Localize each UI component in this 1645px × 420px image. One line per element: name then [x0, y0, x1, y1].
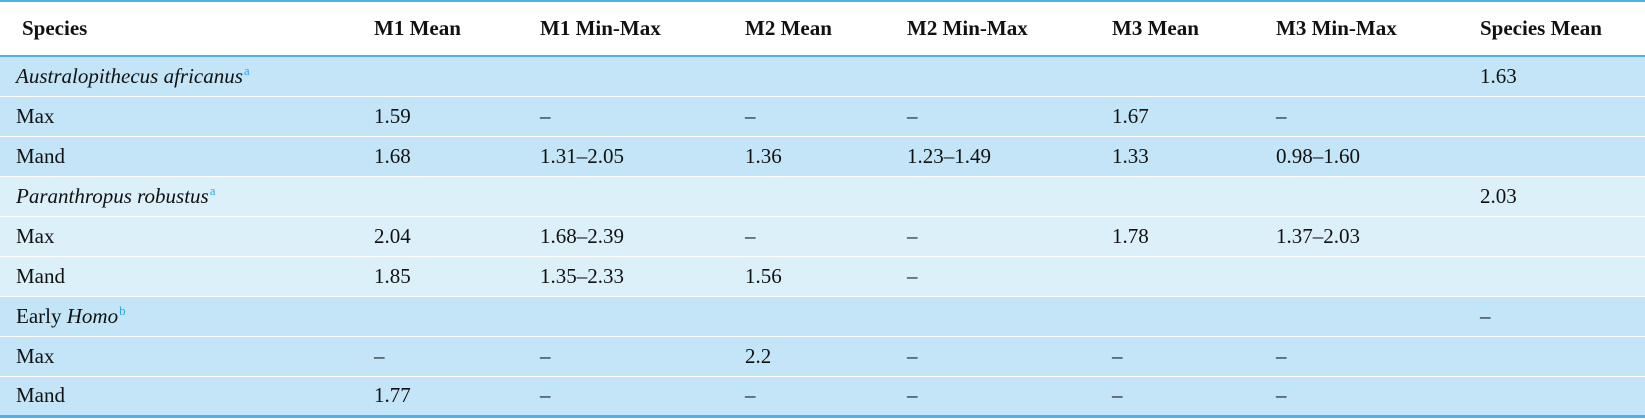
table-cell — [1462, 376, 1645, 416]
species-row — [0, 176, 1645, 216]
species-name-cell — [0, 296, 356, 336]
table-cell: 1.23–1.49 — [889, 136, 1094, 176]
table-cell: – — [889, 96, 1094, 136]
table-cell: 2.04 — [356, 216, 522, 256]
table-cell: – — [1258, 96, 1462, 136]
column-header-species-mean: Species Mean — [1462, 1, 1645, 56]
table-row — [0, 136, 1645, 176]
species-mean-cell: – — [1462, 296, 1645, 336]
table-cell — [1462, 136, 1645, 176]
column-header-m3-mean: M3 Mean — [1094, 1, 1258, 56]
table-cell: – — [727, 376, 889, 416]
species-mean-cell: 1.63 — [1462, 56, 1645, 96]
table-cell: 1.59 — [356, 96, 522, 136]
table-row — [0, 336, 1645, 376]
table-cell: 1.33 — [1094, 136, 1258, 176]
table-cell — [1462, 216, 1645, 256]
table-cell: – — [522, 96, 727, 136]
table-cell: 1.35–2.33 — [522, 256, 727, 296]
table-cell — [1258, 256, 1462, 296]
table-cell: – — [1094, 336, 1258, 376]
table-cell — [1462, 256, 1645, 296]
table-cell: 1.37–2.03 — [1258, 216, 1462, 256]
table-cell: 0.98–1.60 — [1258, 136, 1462, 176]
table-cell: – — [727, 96, 889, 136]
species-row — [0, 56, 1645, 96]
table-row — [0, 256, 1645, 296]
table-cell: 2.2 — [727, 336, 889, 376]
table-cell: – — [727, 216, 889, 256]
column-header-m2-mean: M2 Mean — [727, 1, 889, 56]
table-cell: – — [1258, 336, 1462, 376]
table-cell: 1.85 — [356, 256, 522, 296]
table-cell: 1.36 — [727, 136, 889, 176]
table-cell: – — [889, 256, 1094, 296]
row-label: Max — [0, 96, 356, 136]
table-cell: – — [889, 336, 1094, 376]
table-cell — [1462, 336, 1645, 376]
table-cell: – — [889, 216, 1094, 256]
footnote-marker: b — [119, 302, 126, 318]
table-cell: 1.78 — [1094, 216, 1258, 256]
species-name-cell — [0, 56, 356, 96]
table-cell: 1.77 — [356, 376, 522, 416]
table-cell: – — [889, 376, 1094, 416]
species-name: Australopithecus africanus — [16, 63, 243, 88]
row-label: Mand — [0, 376, 356, 416]
table-cell: 1.67 — [1094, 96, 1258, 136]
species-name: Paranthropus robustus — [16, 183, 209, 208]
table-cell — [1462, 96, 1645, 136]
species-mean-cell: 2.03 — [1462, 176, 1645, 216]
row-label: Mand — [0, 136, 356, 176]
table-cell: 1.56 — [727, 256, 889, 296]
footnote-marker: a — [209, 182, 216, 198]
row-label: Max — [0, 216, 356, 256]
table-cell: – — [356, 336, 522, 376]
column-header-m1-mean: M1 Mean — [356, 1, 522, 56]
table-cell: – — [1258, 376, 1462, 416]
table-cell: – — [522, 336, 727, 376]
species-name-prefix: Early — [16, 303, 67, 328]
species-name-cell — [0, 176, 356, 216]
table-row — [0, 216, 1645, 256]
row-label: Mand — [0, 256, 356, 296]
column-header-m1-min-max: M1 Min-Max — [522, 1, 727, 56]
column-header-m2-min-max: M2 Min-Max — [889, 1, 1094, 56]
species-row — [0, 296, 1645, 336]
table-cell: 1.31–2.05 — [522, 136, 727, 176]
table-header-row — [0, 1, 1645, 56]
table-cell: 1.68–2.39 — [522, 216, 727, 256]
table-row — [0, 96, 1645, 136]
table-row — [0, 376, 1645, 416]
column-header-m3-min-max: M3 Min-Max — [1258, 1, 1462, 56]
table-cell: – — [522, 376, 727, 416]
table-cell: 1.68 — [356, 136, 522, 176]
table-cell — [1094, 256, 1258, 296]
column-header-species: Species — [0, 1, 356, 56]
species-name: Homo — [66, 303, 119, 328]
footnote-marker: a — [243, 62, 250, 78]
row-label: Max — [0, 336, 356, 376]
table-cell: – — [1094, 376, 1258, 416]
